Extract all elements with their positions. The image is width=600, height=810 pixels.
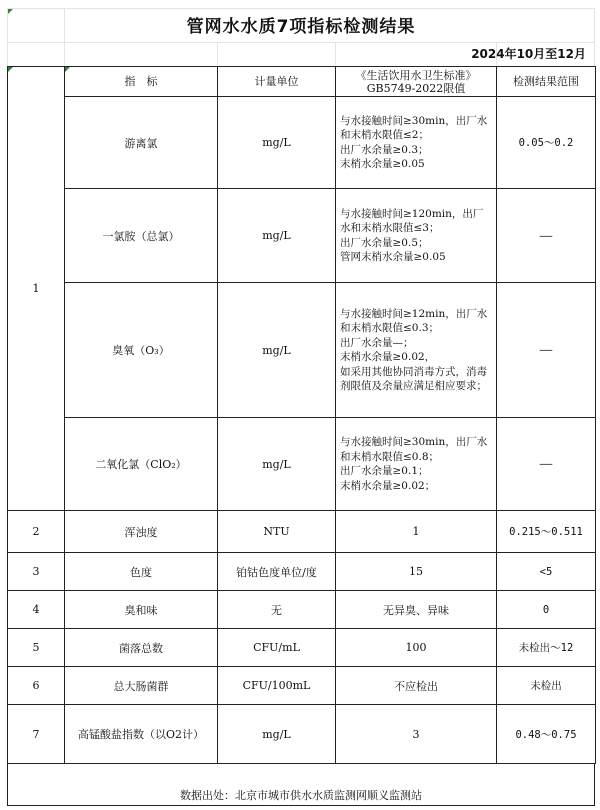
standard-line: 与水接触时间≥120min，出厂水和末梢水限值≤3； [340,207,484,234]
indicator-result: 0 [497,591,596,629]
gridline-col2 [217,43,218,66]
indicator-result: —— [497,418,596,511]
table-row [8,705,596,764]
table-row [8,418,596,511]
group-number-cell: 1 [8,67,65,511]
indicator-unit: NTU [218,511,336,553]
indicator-result: —— [497,189,596,283]
indicator-result: —— [497,283,596,418]
standard-line: 末梢水余量≥0.05 [340,158,425,170]
table-row [8,553,596,591]
indicator-unit: 铂钴色度单位/度 [218,553,336,591]
indicator-unit: mg/L [218,705,336,764]
indicator-standard [336,283,497,418]
standard-line: 与水接触时间≥30min，出厂水和末梢水限值≤2； [340,114,488,141]
standard-line: 出厂水余量≥0.3； [340,143,429,156]
indicator-name: 色度 [65,553,218,591]
indicator-unit: mg/L [218,418,336,511]
indicator-result: 0.48～0.75 [497,705,596,764]
indicator-name: 菌落总数 [65,629,218,667]
standard-line: 末梢水余量≥0.02； [340,479,436,492]
standard-line: 与水接触时间≥30min，出厂水和末梢水限值≤0.8； [340,436,488,463]
row-number: 5 [8,629,65,667]
table-row [8,591,596,629]
standard-line: 与水接触时间≥12min，出厂水和末梢水限值≤0.3； [340,307,488,334]
table-row [8,511,596,553]
page-title: 管网水水质7项指标检测结果 [186,17,416,37]
indicator-standard: 无异臭、异味 [336,591,497,629]
gridline-right [594,8,595,66]
gridline-col3 [335,43,336,66]
indicator-standard: 3 [336,705,497,764]
header-unit: 计量单位 [218,67,336,97]
table-row [8,97,596,189]
standard-line: 出厂水余量—； [340,336,414,349]
indicator-standard [336,189,497,283]
indicator-standard: 15 [336,553,497,591]
indicator-standard: 1 [336,511,497,553]
indicator-name: 总大肠菌群 [65,667,218,705]
standard-line: 管网末梢水余量≥0.05 [340,251,446,263]
results-table [7,66,596,764]
indicator-unit: mg/L [218,283,336,418]
indicator-standard [336,418,497,511]
row-number: 4 [8,591,65,629]
report-period: 2024年10月至12月 [471,47,586,61]
indicator-result: 未检出～12 [497,629,596,667]
row-number: 3 [8,553,65,591]
standard-line: 如采用其他协同消毒方式，消毒剂限值及余量应满足相应要求； [340,365,487,392]
indicator-unit: 无 [218,591,336,629]
table-header-row [8,67,596,97]
indicator-result: 0.05～0.2 [497,97,596,189]
header-standard: 《生活饮用水卫生标准》GB5749-2022限值 [336,67,497,97]
indicator-name: 一氯胺（总氯） [65,189,218,283]
indicator-standard: 不应检出 [336,667,497,705]
gridline-title-bottom [7,42,595,43]
header-result: 检测结果范围 [497,67,596,97]
indicator-result: 0.215～0.511 [497,511,596,553]
indicator-unit: CFU/100mL [218,667,336,705]
standard-line: 出厂水余量≥0.5； [340,236,429,249]
source-footer [7,764,595,806]
table-row [8,629,596,667]
indicator-unit: mg/L [218,97,336,189]
row-number: 6 [8,667,65,705]
indicator-name: 臭和味 [65,591,218,629]
indicator-standard: 100 [336,629,497,667]
indicator-standard [336,97,497,189]
table-row [8,189,596,283]
indicator-unit: mg/L [218,189,336,283]
indicator-name: 高锰酸盐指数（以O2计） [65,705,218,764]
data-source-note: 数据出处：北京市城市供水水质监测网顺义监测站 [180,789,422,802]
table-row [8,283,596,418]
indicator-name: 浑浊度 [65,511,218,553]
indicator-name: 二氧化氯（ClO₂） [65,418,218,511]
indicator-result: 未检出 [497,667,596,705]
header-indicator: 指 标 [65,67,218,97]
indicator-unit: CFU/mL [218,629,336,667]
indicator-result: <5 [497,553,596,591]
row-number: 2 [8,511,65,553]
row-number: 7 [8,705,65,764]
table-row [8,667,596,705]
standard-line: 末梢水余量≥0.02， [340,351,436,363]
indicator-name: 臭氧（O₃） [65,283,218,418]
standard-line: 出厂水余量≥0.1； [340,465,429,477]
indicator-name: 游离氯 [65,97,218,189]
